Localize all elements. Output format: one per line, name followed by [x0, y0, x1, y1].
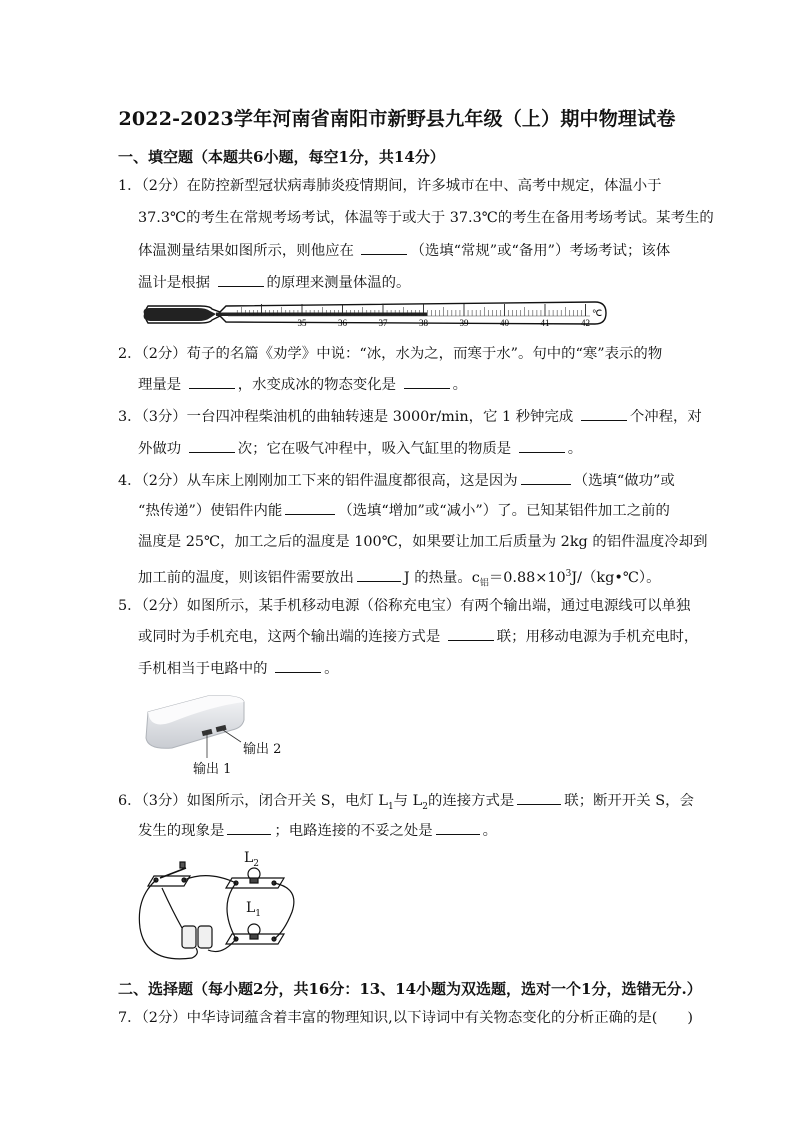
battery-2	[198, 926, 212, 948]
section-choice-heading: 二、选择题（每小题2分，共16分：13、14小题为双选题，选对一个1分，选错无分.）	[118, 980, 702, 998]
q4-line-1	[118, 470, 675, 491]
lamp-l1-label	[246, 900, 261, 919]
scale-label: 36	[338, 318, 347, 328]
q5-line-2-text-b: 联；用移动电源为手机充电时，	[496, 629, 699, 645]
q7-line-1-text-a: 7．（2分）中华诗词蕴含着丰富的物理知识,以下诗词中有关物态变化的分析正确的是(	[118, 1010, 658, 1026]
q3-line-1-text-a: 3．（3分）一台四冲程柴油机的曲轴转速是 3000r/min，它 1 秒钟完成	[118, 409, 578, 425]
scale-label: 37	[378, 318, 388, 328]
q4-sub-al: 铝	[479, 578, 489, 589]
q3-line-2-text-a: 外做功	[138, 441, 186, 457]
q3-blank-2[interactable]	[189, 438, 235, 453]
q1-line-1: 1．（2分）在防控新型冠状病毒肺炎疫情期间，许多城市在中、高考中规定，体温小于	[118, 178, 662, 194]
q5-line-3-text-b: 。	[324, 661, 339, 677]
q6-line-2-text-c: 。	[482, 823, 498, 839]
wire-6	[162, 888, 182, 928]
q3-line-2	[138, 438, 582, 459]
wire-2	[184, 876, 236, 883]
q3-blank-3[interactable]	[519, 438, 565, 453]
q6-line-2-text-b: ；电路连接的不妥之处是	[274, 823, 433, 839]
scale-label: 39	[459, 318, 469, 328]
q2-blank-2[interactable]	[404, 374, 450, 389]
lamp-l1-letter: L	[246, 900, 256, 916]
q6-line-1-text-c: 的连接方式是	[427, 793, 515, 809]
q4-blank-1[interactable]	[521, 470, 571, 485]
scale-label: 42	[581, 318, 590, 328]
q2-line-1: 2．（2分）荀子的名篇《劝学》中说：“冰，水为之，而寒于水”。句中的“寒”表示的物	[118, 346, 663, 362]
q5-line-2	[138, 626, 698, 647]
page-title: 2022-2023学年河南省南阳市新野县九年级（上）期中物理试卷	[118, 108, 676, 130]
q4-line-4-text-d: J/（kg•℃）。	[571, 569, 661, 586]
q1-line-3-text-a: 体温测量结果如图所示，则他应在	[138, 243, 359, 259]
lamp-l2-letter: L	[244, 850, 254, 866]
q5-line-3-text-a: 手机相当于电路中的	[138, 661, 273, 677]
q1-line-3	[138, 240, 670, 261]
q3-line-2-text-b: 次；它在吸气冲程中，吸入气缸里的物质是	[237, 441, 516, 457]
q2-line-2	[138, 374, 467, 395]
q6-line-1-text-b: 与 L	[393, 793, 423, 809]
q6-line-1-text-a: 6．（3分）如图所示，闭合开关 S，电灯 L	[118, 793, 388, 809]
q2-line-2-text-a: 理量是	[138, 377, 186, 393]
q4-sup-3: 3	[565, 569, 572, 579]
lamp-l1-socket	[250, 934, 258, 939]
wire-5	[227, 883, 236, 939]
thermometer-figure	[140, 298, 610, 332]
q1-line-3-text-b: （选填“常规”或“备用”）考场考试；该体	[410, 243, 671, 259]
q4-line-1-text-a: 4．（2分）从车床上刚刚加工下来的铝件温度都很高，这是因为	[118, 473, 518, 489]
q4-line-2	[138, 500, 670, 521]
scale-label: 35	[297, 318, 307, 328]
lamp-l2-socket	[250, 878, 258, 883]
q6-blank-2[interactable]	[227, 820, 271, 835]
q4-line-4-text-b: J 的热量。c	[403, 569, 480, 586]
q6-line-1-text-d: 联；断开开关 S，会	[564, 793, 694, 809]
q2-blank-1[interactable]	[189, 374, 235, 389]
q2-line-2-text-c: 。	[452, 377, 468, 393]
q5-blank-2[interactable]	[275, 658, 321, 673]
wire-3	[274, 883, 294, 939]
section-fill-in-heading: 一、填空题（本题共6小题，每空1分，共14分）	[118, 148, 445, 166]
q1-line-4-text-a: 温计是根据	[138, 275, 215, 291]
q6-line-2-text-a: 发生的现象是	[138, 823, 225, 839]
scale-label: 40	[500, 318, 509, 328]
lamp-l2-label	[244, 850, 259, 869]
q4-line-4-text-c: ＝0.88×10	[488, 569, 566, 586]
q7-line-1-text-b: )	[687, 1010, 693, 1026]
q1-blank-1[interactable]	[361, 240, 407, 255]
q1-blank-2[interactable]	[218, 272, 264, 287]
q6-blank-1[interactable]	[517, 790, 561, 805]
q3-line-1-text-b: 个冲程，对	[629, 409, 702, 425]
q4-line-2-text-b: （选填“增加”或“减小”）了。已知某铝件加工之前的	[338, 503, 670, 519]
leader-line-out2	[223, 730, 241, 742]
q1-line-4-text-b: 的原理来测量体温的。	[266, 275, 411, 291]
q6-blank-3[interactable]	[436, 820, 480, 835]
q6-sub-2: 2	[422, 801, 428, 812]
q6-line-1	[118, 790, 694, 817]
q1-line-4	[138, 272, 410, 293]
q3-line-2-text-c: 。	[567, 441, 583, 457]
q6-sub-1: 1	[387, 801, 394, 812]
circuit-figure	[132, 848, 302, 966]
q5-line-3	[138, 658, 339, 679]
output-1-label: 输出 1	[193, 762, 232, 777]
q4-blank-3[interactable]	[357, 567, 401, 582]
lamp-l2-subscript: 2	[253, 858, 260, 869]
switch-knob	[180, 862, 185, 868]
q4-blank-2[interactable]	[285, 500, 335, 515]
q4-line-2-text-a: “热传递”）使铝件内能	[138, 503, 283, 519]
q7-line-1	[118, 1008, 693, 1028]
output-2-label: 输出 2	[243, 742, 282, 757]
scale-label: 41	[540, 318, 550, 328]
q5-line-2-text-a: 或同时为手机充电，这两个输出端的连接方式是	[138, 629, 445, 645]
q5-line-1: 5．（2分）如图所示，某手机移动电源（俗称充电宝）有两个输出端，通过电源线可以单独	[118, 598, 691, 614]
scale-label: 38	[419, 318, 428, 328]
q2-line-2-text-b: ，水变成冰的物态变化是	[237, 377, 401, 393]
q4-line-4-text-a: 加工前的温度，则该铝件需要放出	[138, 569, 354, 586]
q3-line-1	[118, 406, 702, 427]
q1-line-2: 37.3℃的考生在常规考场考试，体温等于或大于 37.3℃的考生在备用考场考试。某考生的	[138, 210, 714, 226]
thermometer-bulb	[144, 308, 216, 321]
q4-line-4	[138, 564, 661, 594]
q6-line-2	[138, 820, 497, 841]
thermometer-unit: ℃	[592, 308, 603, 318]
lamp-l1-subscript: 1	[255, 908, 262, 919]
q4-line-1-text-b: （选填“做功”或	[573, 473, 675, 489]
q5-blank-1[interactable]	[448, 626, 494, 641]
q4-line-3: 温度是 25℃，加工之后的温度是 100℃，如果要让加工后质量为 2kg 的铝件温度冷却到	[138, 534, 708, 550]
battery-1	[182, 926, 196, 948]
q3-blank-1[interactable]	[581, 406, 627, 421]
